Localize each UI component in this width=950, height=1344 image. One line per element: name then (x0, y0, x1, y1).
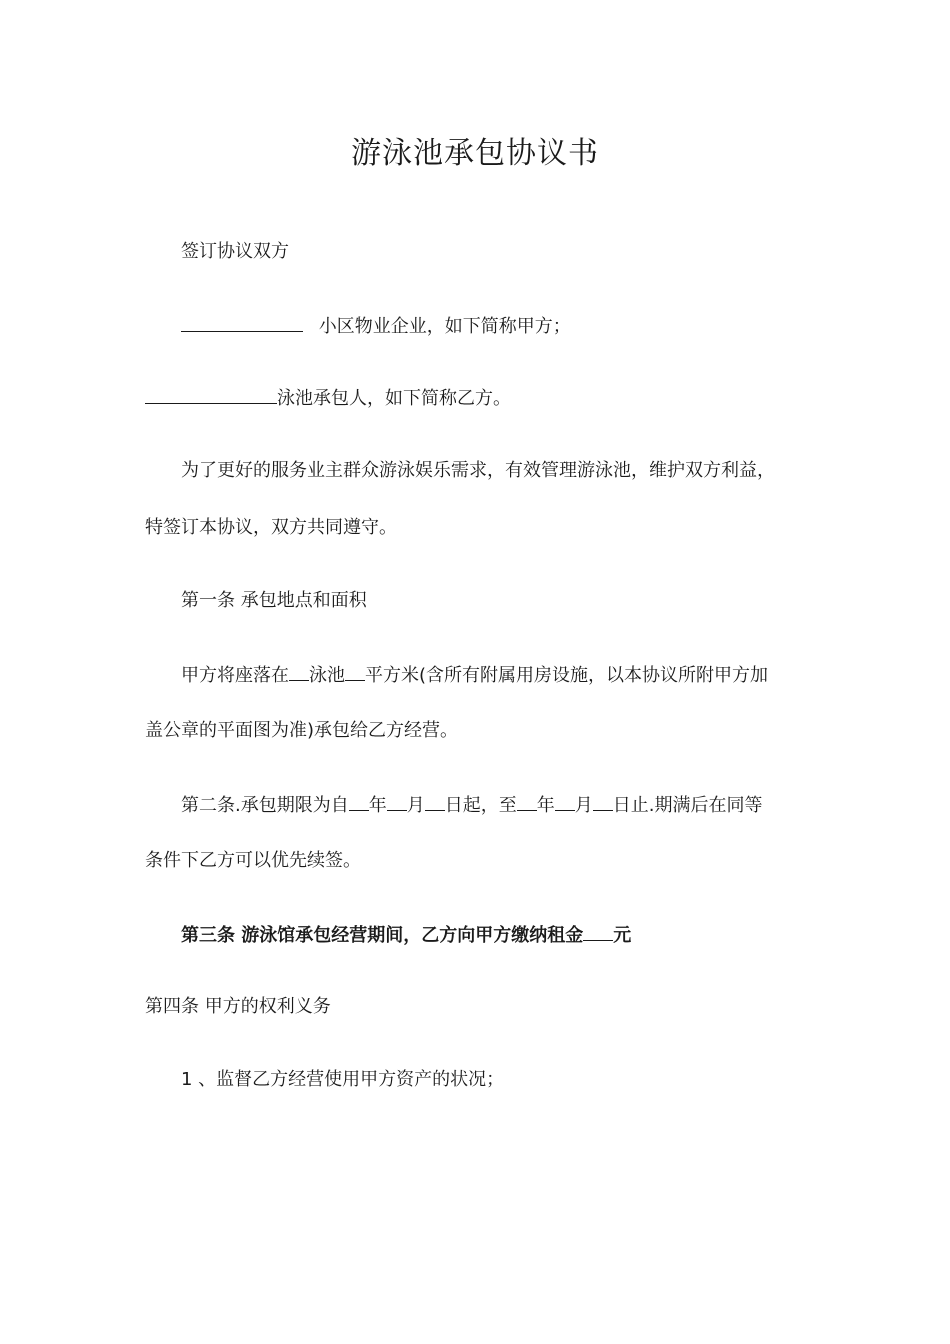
blank-line (345, 662, 365, 681)
blank-line (593, 792, 613, 811)
article-3-text: 元 (613, 925, 632, 946)
article-1-text: 平方米(含所有附属用房设施，以本协议所附甲方加 (365, 665, 769, 686)
article-4-item-1: 1 、监督乙方经营使用甲方资产的状况； (181, 1069, 505, 1090)
intro-line-2: 特签订本协议，双方共同遵守。 (145, 517, 397, 538)
blank-line (181, 313, 303, 332)
article-2-text: 年 (368, 795, 387, 816)
article-3-text: 第三条 游泳馆承包经营期间，乙方向甲方缴纳租金 (181, 925, 584, 946)
blank-line (289, 662, 309, 681)
party-a-line (181, 313, 571, 339)
article-2-line-1 (181, 792, 762, 818)
party-b-text: 泳池承包人，如下简称乙方。 (277, 388, 511, 409)
article-2-text: 月 (406, 795, 425, 816)
article-1-text: 甲方将座落在 (181, 665, 289, 686)
intro-line-1: 为了更好的服务业主群众游泳娱乐需求，有效管理游泳池，维护双方利益， (181, 460, 775, 481)
article-3-line (181, 922, 631, 948)
article-2-text: 月 (574, 795, 593, 816)
blank-line (349, 792, 369, 811)
article-2-line-2: 条件下乙方可以优先续签。 (145, 850, 361, 871)
blank-line (425, 792, 445, 811)
article-1-heading: 第一条 承包地点和面积 (181, 590, 367, 611)
blank-line (517, 792, 537, 811)
party-a-text: 小区物业企业，如下简称甲方； (318, 316, 571, 337)
article-2-text: 日止.期满后在同等 (612, 795, 763, 816)
blank-line (145, 385, 277, 404)
document-title: 游泳池承包协议书 (351, 136, 599, 171)
article-1-line-1 (181, 662, 768, 688)
article-2-text: 日起，至 (444, 795, 517, 816)
parties-heading: 签订协议双方 (181, 241, 289, 262)
blank-line (387, 792, 407, 811)
party-b-line (145, 385, 511, 411)
blank-line (555, 792, 575, 811)
article-1-line-2: 盖公章的平面图为准)承包给乙方经营。 (145, 720, 459, 741)
article-4-heading: 第四条 甲方的权利义务 (145, 996, 331, 1017)
article-2-text: 第二条.承包期限为自 (181, 795, 349, 816)
article-1-text: 泳池 (309, 665, 345, 686)
blank-line (583, 922, 613, 941)
article-2-text: 年 (536, 795, 555, 816)
